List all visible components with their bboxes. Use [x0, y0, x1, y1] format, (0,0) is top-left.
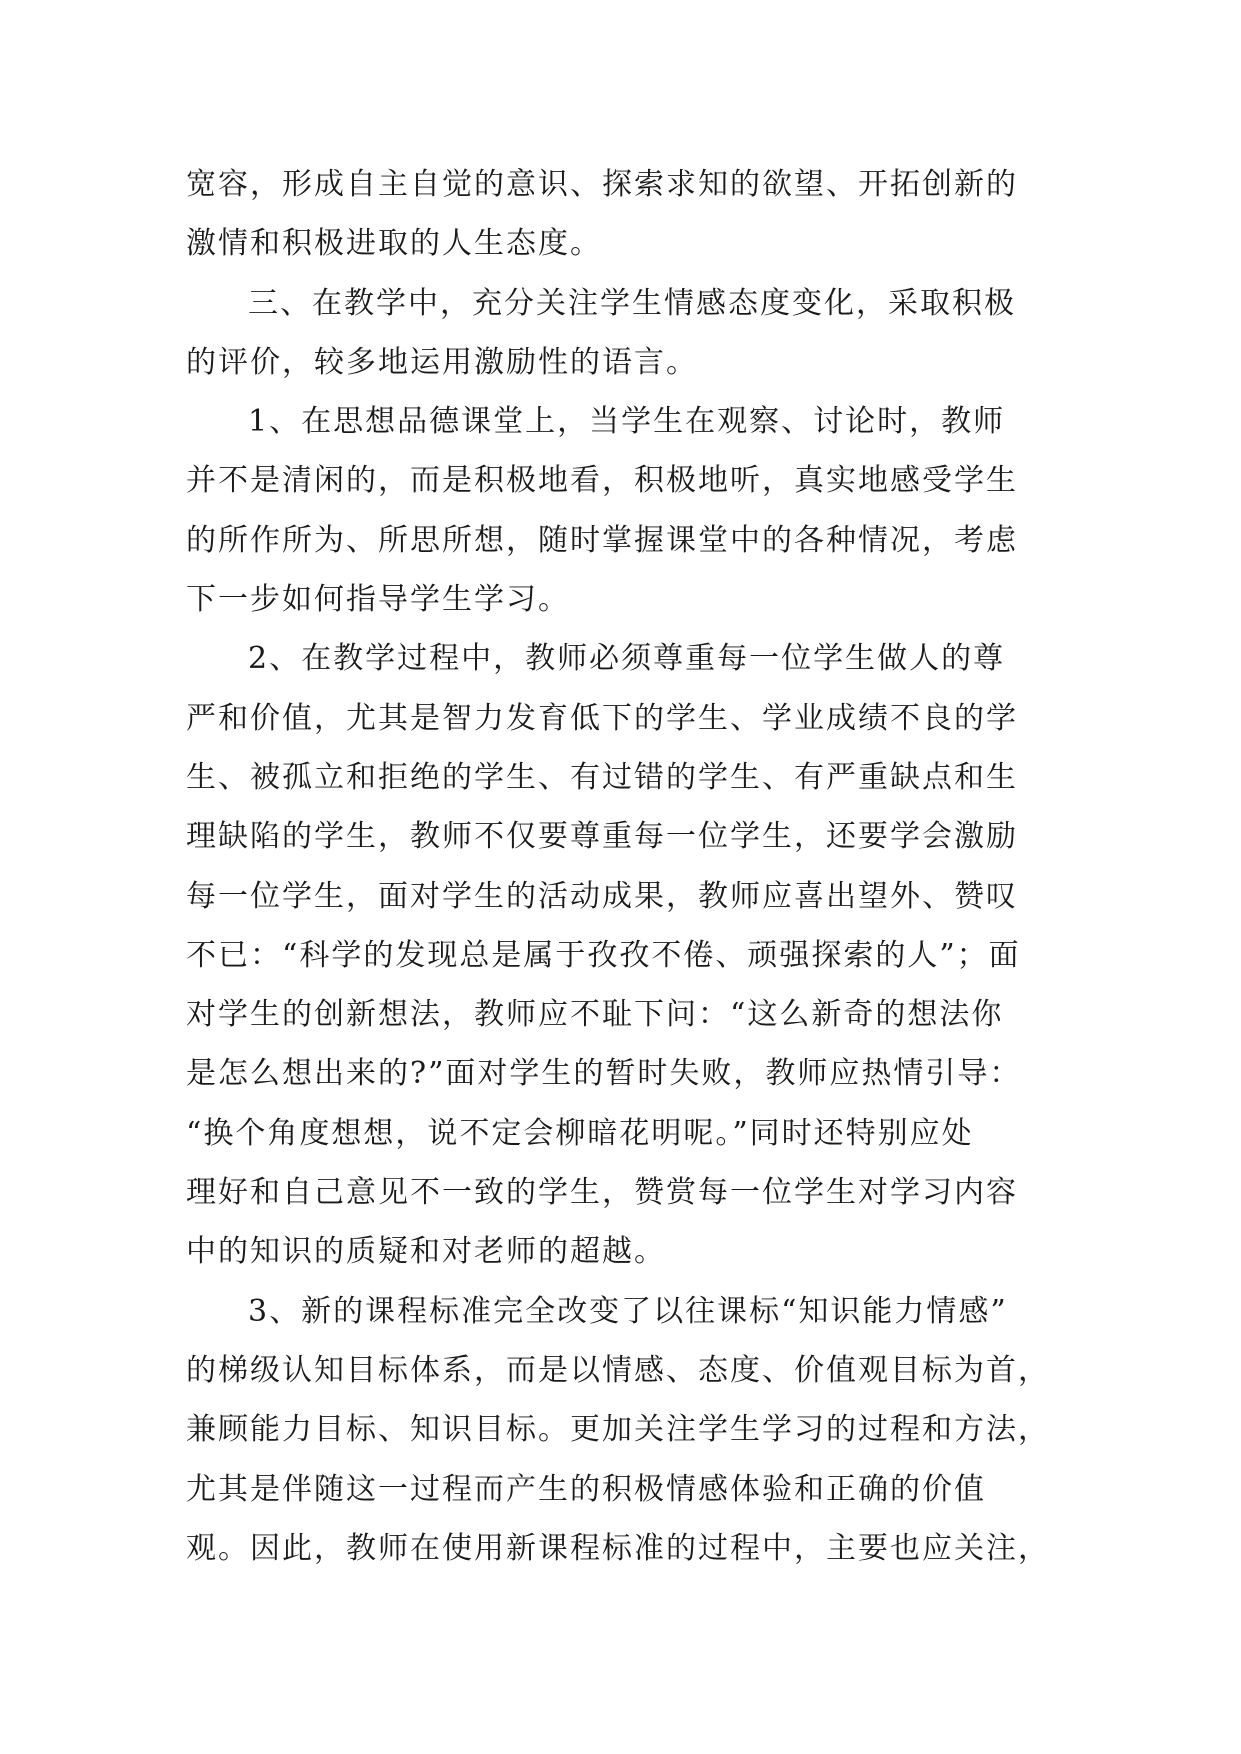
- text-line: 的所作所为、所思所想，随时掌握课堂中的各种情况，考虑: [186, 522, 1018, 558]
- text-line: 下一步如何指导学生学习。: [186, 582, 570, 618]
- text-line: 的评价，较多地运用激励性的语言。: [186, 344, 698, 380]
- document-body: [186, 155, 1086, 1578]
- text-line: 生、被孤立和拒绝的学生、有过错的学生、有严重缺点和生: [186, 759, 1018, 795]
- text-line: 中的知识的质疑和对老师的超越。: [186, 1234, 666, 1270]
- text-line: 尤其是伴随这一过程而产生的积极情感体验和正确的价值: [186, 1471, 986, 1507]
- text-line: 每一位学生，面对学生的活动成果，教师应喜出望外、赞叹: [186, 878, 1018, 914]
- text-line: 3、新的课程标准完全改变了以往课标“知识能力情感”: [248, 1293, 1008, 1329]
- text-line: 的梯级认知目标体系，而是以情感、态度、价值观目标为首，: [186, 1352, 1050, 1388]
- text-line: 三、在教学中，充分关注学生情感态度变化，采取积极: [248, 285, 1016, 321]
- text-line: 激情和积极进取的人生态度。: [186, 226, 602, 262]
- text-line: 是怎么想出来的?”面对学生的暂时失败，教师应热情引导：: [186, 1056, 1022, 1092]
- text-line: 2、在教学过程中，教师必须尊重每一位学生做人的尊: [248, 641, 1006, 677]
- text-line: “换个角度想想，说不定会柳暗花明呢。”同时还特别应处: [186, 1115, 974, 1151]
- text-line: 并不是清闲的，而是积极地看，积极地听，真实地感受学生: [186, 463, 1018, 499]
- text-line: 不已：“科学的发现总是属于孜孜不倦、顽强探索的人”；面: [186, 937, 1021, 973]
- text-line: 理缺陷的学生，教师不仅要尊重每一位学生，还要学会激励: [186, 819, 1018, 855]
- text-line: 1、在思想品德课堂上，当学生在观察、讨论时，教师: [248, 404, 1006, 440]
- text-line: 理好和自己意见不一致的学生，赞赏每一位学生对学习内容: [186, 1175, 1018, 1211]
- text-line: 严和价值，尤其是智力发育低下的学生、学业成绩不良的学: [186, 700, 1018, 736]
- text-line: 观。因此，教师在使用新课程标准的过程中，主要也应关注，: [186, 1530, 1050, 1566]
- text-line: 宽容，形成自主自觉的意识、探索求知的欲望、开拓创新的: [186, 167, 1018, 202]
- text-line: 兼顾能力目标、知识目标。更加关注学生学习的过程和方法，: [186, 1412, 1050, 1448]
- text-line: 对学生的创新想法，教师应不耻下问：“这么新奇的想法你: [186, 997, 1004, 1033]
